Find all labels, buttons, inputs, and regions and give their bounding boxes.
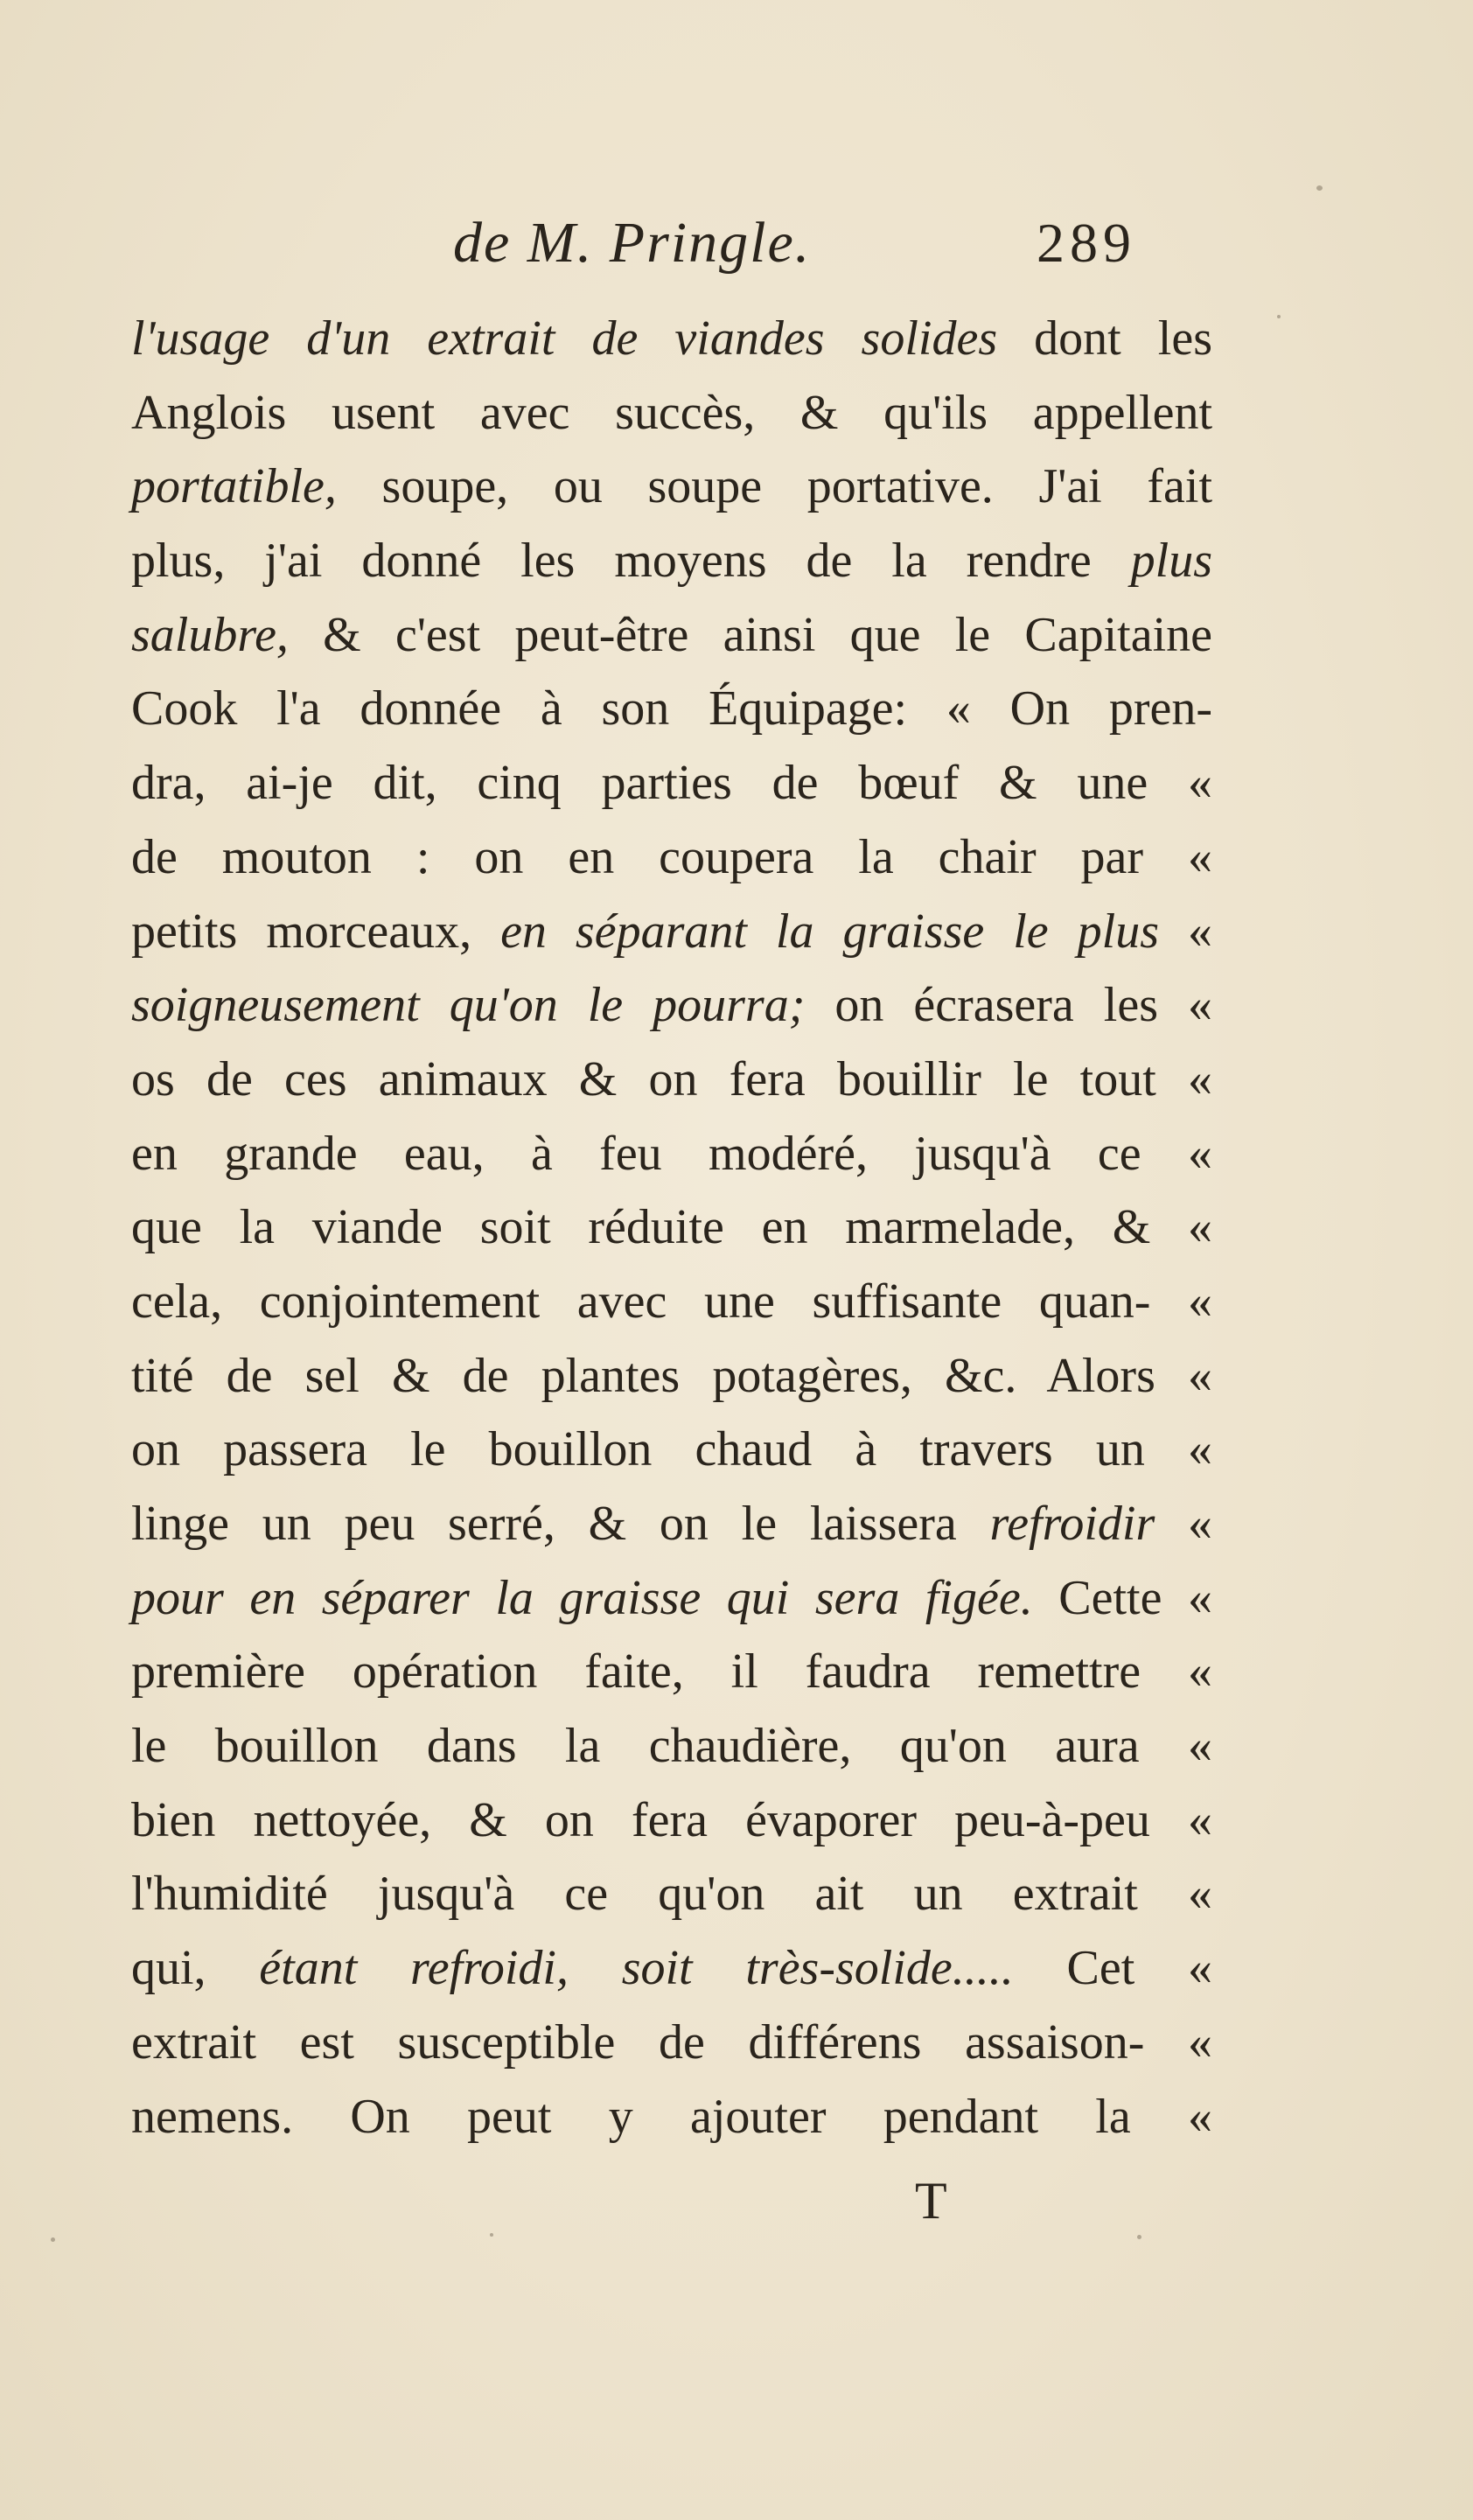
roman-text: dra, ai-je dit, cinq parties de bœuf & une « (131, 756, 1212, 811)
roman-text: en grande eau, à feu modéré, jusqu'à ce « (131, 1126, 1212, 1181)
roman-text: extrait est susceptible de différens assaison- « (131, 2014, 1212, 2070)
italic-text: portatible, (131, 459, 337, 514)
roman-text: bien nettoyée, & on fera évaporer peu-à-peu « (131, 1792, 1212, 1847)
roman-text: soupe, ou soupe portative. J'ai fait (336, 459, 1212, 514)
text-line (131, 1413, 1212, 1487)
text-line (131, 1857, 1212, 1931)
roman-text: nemens. On peut y ajouter pendant la « (131, 2089, 1212, 2144)
roman-text: linge un peu serré, & on le laissera (131, 1497, 990, 1551)
roman-text: le bouillon dans la chaudière, qu'on aura « (131, 1719, 1212, 1774)
roman-text: Cet « (1013, 1941, 1212, 1996)
italic-text: plus (1130, 534, 1212, 589)
italic-text: soigneusement qu'on le pourra; (131, 978, 806, 1033)
roman-text: « (1159, 904, 1212, 959)
body-text (131, 302, 1212, 2154)
text-line (131, 968, 1212, 1043)
italic-text: pour en séparer la graisse qui sera figée. (131, 1570, 1033, 1625)
roman-text: « (1155, 1497, 1212, 1551)
roman-text: cela, conjointement avec une suffisante quan- « (131, 1274, 1212, 1329)
roman-text: tité de sel & de plantes potagères, &c. Alors « (131, 1348, 1212, 1403)
signature-mark: T (915, 2172, 947, 2230)
text-line (131, 746, 1212, 820)
roman-text: petits morceaux, (131, 904, 501, 959)
text-line (131, 1635, 1212, 1709)
roman-text: & c'est peut-être ainsi que le Capitaine (288, 607, 1212, 662)
text-line (131, 1931, 1212, 2006)
paper-speck (1137, 2235, 1141, 2239)
text-line (131, 895, 1212, 969)
text-line (131, 376, 1212, 450)
roman-text: Cook l'a donnée à son Équipage: « On pren- (131, 681, 1212, 736)
italic-text: l'usage d'un extrait de viandes solides (131, 311, 998, 366)
text-line (131, 302, 1212, 376)
roman-text: l'humidité jusqu'à ce qu'on ait un extrait « (131, 1867, 1212, 1922)
text-line (131, 672, 1212, 746)
text-line (131, 1043, 1212, 1117)
paper-speck (1316, 185, 1323, 191)
roman-text: Cette « (1032, 1570, 1213, 1625)
paper-speck (51, 2237, 55, 2242)
text-line (131, 450, 1212, 524)
text-line (131, 524, 1212, 598)
italic-text: étant refroidi, soit très-solide..... (259, 1941, 1014, 1996)
roman-text: première opération faite, il faudra remettre « (131, 1644, 1212, 1700)
paper-speck (1277, 315, 1281, 318)
italic-text: refroidir (989, 1497, 1155, 1551)
running-title: de M. Pringle. (453, 211, 812, 275)
text-line (131, 598, 1212, 673)
page-header (0, 199, 1473, 287)
roman-text: que la viande soit réduite en marmelade, & « (131, 1200, 1212, 1255)
text-line (131, 1190, 1212, 1265)
roman-text: dont les (997, 311, 1212, 366)
text-line (131, 1784, 1212, 1858)
roman-text: os de ces animaux & on fera bouillir le tout « (131, 1051, 1212, 1106)
text-line (131, 1339, 1212, 1414)
paper-speck (490, 2233, 493, 2237)
text-line (131, 1487, 1212, 1561)
text-line (131, 820, 1212, 895)
italic-text: salubre, (131, 607, 289, 662)
roman-text: de mouton : on en coupera la chair par « (131, 829, 1212, 884)
text-line (131, 1117, 1212, 1191)
text-line (131, 2080, 1212, 2154)
page-number: 289 (1037, 212, 1136, 274)
text-line (131, 1709, 1212, 1784)
italic-text: en séparant la graisse le plus (500, 904, 1159, 959)
text-line (131, 1265, 1212, 1339)
roman-text: plus, j'ai donné les moyens de la rendre (131, 534, 1131, 589)
roman-text: Anglois usent avec succès, & qu'ils appellent (131, 385, 1212, 440)
roman-text: on passera le bouillon chaud à travers un « (131, 1422, 1212, 1477)
text-line (131, 2006, 1212, 2080)
roman-text: on écrasera les « (805, 978, 1212, 1033)
roman-text: qui, (131, 1941, 260, 1996)
text-line (131, 1561, 1212, 1636)
